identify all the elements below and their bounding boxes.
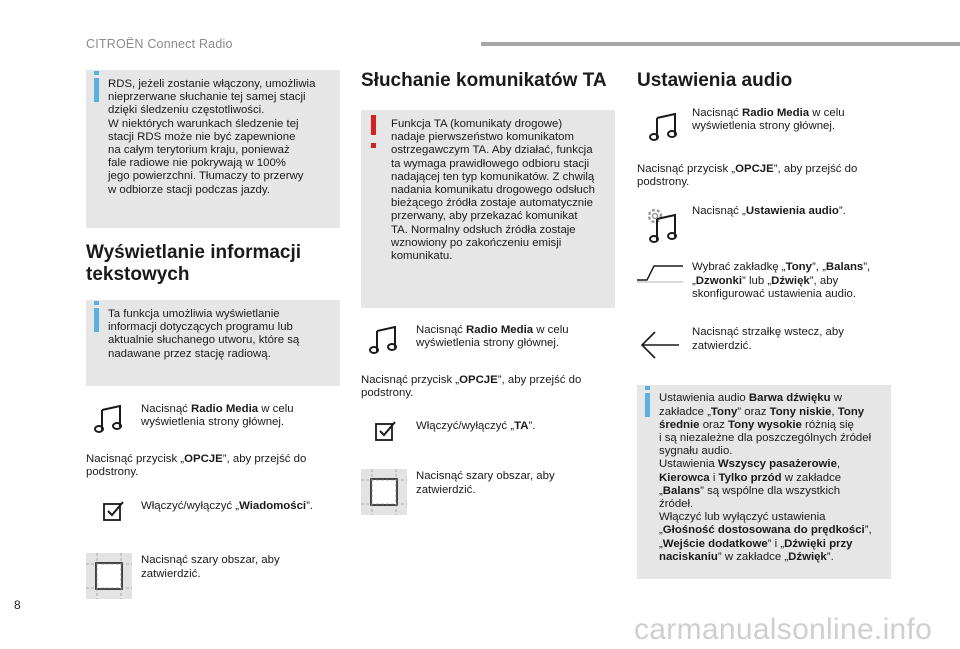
step-radio-media xyxy=(361,324,615,370)
step-text: w celu xyxy=(258,403,294,415)
step-text: Nacisnąć „ xyxy=(692,205,746,218)
info-text: Ustawienia audio xyxy=(659,392,749,405)
step-text: w celu xyxy=(533,324,569,336)
plain-text: Nacisnąć przycisk „ xyxy=(637,163,736,175)
info-text-bold: Barwa dźwięku xyxy=(748,392,831,405)
info-text: ” oraz xyxy=(737,405,770,418)
step-grey-area xyxy=(86,554,340,600)
step-text: zatwierdzić. xyxy=(692,339,752,352)
page-number: 8 xyxy=(14,598,21,612)
music-note-icon xyxy=(94,405,124,437)
info-line: na całym terytorium kraju, ponieważ xyxy=(108,144,290,157)
step-text: wyświetlenia strony głównej. xyxy=(141,416,285,429)
plain-text: Nacisnąć przycisk „ xyxy=(361,374,460,386)
info-text-bold: Tony wysokie xyxy=(728,418,802,431)
info-text: w zakładce xyxy=(781,471,842,484)
info-text-bold: Wszyscy pasażerowie xyxy=(717,458,837,471)
step-text: ”, „ xyxy=(811,261,826,274)
info-text-bold: Tylko przód xyxy=(718,471,782,484)
step-text-bold: Wiadomości xyxy=(239,500,307,513)
step-text: Nacisnąć szary obszar, aby xyxy=(416,470,555,483)
step-text: Włączyć/wyłączyć „ xyxy=(416,420,515,433)
info-text: „ xyxy=(659,484,663,497)
step-text-bold: Radio Media xyxy=(742,107,810,119)
plain-text: podstrony. xyxy=(86,466,139,479)
info-text: ” są wspólne dla wszystkich xyxy=(700,484,841,497)
plain-text-bold: OPCJE xyxy=(459,374,498,386)
step-back-arrow xyxy=(637,326,891,381)
music-note-icon xyxy=(649,113,679,145)
plain-text-bold: OPCJE xyxy=(735,163,774,175)
grey-area-icon xyxy=(361,469,407,519)
audio-info-box xyxy=(637,385,891,579)
plain-text: Nacisnąć przycisk „ xyxy=(86,453,185,465)
tab-icon xyxy=(637,263,683,287)
checkbox-icon xyxy=(103,500,125,526)
step-text: Nacisnąć szary obszar, aby xyxy=(141,554,280,567)
step-select-tab xyxy=(637,261,891,311)
step-text: skonfigurować ustawienia audio. xyxy=(692,287,856,300)
warning-icon xyxy=(371,115,376,135)
info-text-bold: Tony niskie xyxy=(769,405,832,418)
warning-line: bieżącego źródła zostaje automatycznie xyxy=(391,197,593,210)
info-text: ”. xyxy=(826,550,834,563)
step-audio-settings xyxy=(637,205,891,257)
info-text-bold: Tony xyxy=(837,405,865,418)
step-text: wyświetlenia strony głównej. xyxy=(416,337,560,350)
ta-warning-box xyxy=(361,110,615,308)
step-text-bold: Dźwięk xyxy=(771,274,810,287)
info-text-bold: Kierowca xyxy=(659,471,710,484)
info-line: stacji RDS może nie być zapewnione xyxy=(108,130,296,143)
step-text: Wybrać zakładkę „ xyxy=(692,261,786,274)
info-line: w odbiorze stacji podczas jazdy. xyxy=(108,183,270,196)
info-text-bold: średnie xyxy=(659,418,700,431)
step-text-bold: Radio Media xyxy=(191,403,259,415)
info-text: i są niezależne dla poszczególnych źródeł xyxy=(659,432,872,445)
title-line: tekstowych xyxy=(86,264,190,285)
step-toggle-messages xyxy=(86,498,340,544)
info-text: w xyxy=(830,392,842,405)
rds-info-box xyxy=(86,70,340,228)
info-text-bold: Wejście dodatkowe xyxy=(662,537,768,550)
music-note-icon xyxy=(369,326,399,358)
step-text: Włączyć/wyłączyć „ xyxy=(141,500,240,513)
info-text: źródeł. xyxy=(659,498,694,511)
info-text: Włączyć lub wyłączyć ustawienia xyxy=(659,511,826,524)
info-text: ”, xyxy=(864,524,872,537)
title-line: Wyświetlanie informacji xyxy=(86,242,302,263)
settings-music-icon xyxy=(641,205,685,249)
step-text: ”. xyxy=(838,205,846,218)
options-instruction xyxy=(86,453,340,479)
info-line: W niektórych warunkach śledzenie tej xyxy=(108,117,299,130)
info-text-bold: Głośność dostosowana do prędkości xyxy=(662,524,865,537)
info-line: nadawane przez stację radiową. xyxy=(108,347,271,360)
info-line: aktualnie słuchanego utworu, które są xyxy=(108,334,300,347)
info-text: i xyxy=(709,471,719,484)
step-radio-media xyxy=(86,403,340,449)
checkbox-icon xyxy=(375,420,397,446)
info-text-bold: Dźwięki przy xyxy=(784,537,853,550)
step-text: zatwierdzić. xyxy=(416,483,476,496)
text-info-box xyxy=(86,300,340,386)
info-text: „ xyxy=(659,524,663,537)
back-arrow-icon xyxy=(639,330,681,364)
options-instruction xyxy=(637,163,891,189)
step-text: ”. xyxy=(306,500,314,513)
warning-line: Funkcja TA (komunikaty drogowe) xyxy=(391,118,563,130)
warning-line: nadania komunikatu drogowego odsłuch xyxy=(391,184,595,197)
step-text: Nacisnąć strzałkę wstecz, aby xyxy=(692,326,844,339)
step-text: ”, aby xyxy=(809,274,839,287)
info-text: Ustawienia xyxy=(659,458,718,471)
step-text: w celu xyxy=(809,107,845,119)
step-text-bold: Tony xyxy=(785,261,812,274)
step-text: ” lub „ xyxy=(742,274,772,287)
info-icon xyxy=(94,308,99,332)
info-line: informacji dotyczących programu lub xyxy=(108,321,293,334)
column-middle xyxy=(361,70,615,516)
info-text-bold: Tony xyxy=(710,405,738,418)
column-left xyxy=(86,70,340,600)
step-text-bold: TA xyxy=(514,420,529,433)
step-text-bold: Dzwonki xyxy=(695,274,742,287)
plain-text: ”, aby przejść do xyxy=(497,374,582,386)
step-text: Nacisnąć xyxy=(692,107,743,119)
header-rule xyxy=(481,42,960,46)
step-text: zatwierdzić. xyxy=(141,567,201,580)
warning-line: ostrzegawczym TA. Aby działać, funkcja xyxy=(391,144,593,157)
step-text-bold: Balans xyxy=(825,261,864,274)
info-line: dzięki śledzeniu częstotliwości. xyxy=(108,104,265,117)
step-text-bold: Ustawienia audio xyxy=(745,205,839,218)
step-text: ”. xyxy=(528,420,536,433)
warning-line: TA. Normalny odsłuch źródła zostaje xyxy=(391,223,576,236)
info-text: „ xyxy=(659,537,663,550)
warning-line: komunikatu. xyxy=(391,250,453,263)
warning-line: ta wymaga prawidłowego odbioru stacji xyxy=(391,157,590,170)
options-instruction xyxy=(361,374,615,400)
warning-line: nadaje pierwszeństwo komunikatom xyxy=(391,131,574,144)
warning-line: nadającej ten typ komunikatów. Z chwilą xyxy=(391,170,595,183)
info-line: Ta funkcja umożliwia wyświetlanie xyxy=(108,308,280,320)
warning-line: przerwany, aby przekazać komunikat xyxy=(391,210,578,223)
warning-line: wznowiony po zakończeniu emisji xyxy=(391,236,562,249)
step-toggle-ta xyxy=(361,418,615,464)
info-text-bold: Balans xyxy=(662,484,701,497)
step-text: Nacisnąć xyxy=(141,403,192,415)
info-line: RDS, jeżeli zostanie włączony, umożliwia xyxy=(108,78,316,90)
step-grey-area xyxy=(361,470,615,516)
plain-text: ”, aby przejść do xyxy=(222,453,307,465)
info-icon xyxy=(94,78,99,102)
header-title: CITROËN Connect Radio xyxy=(86,37,233,51)
info-line: nieprzerwane słuchanie tej samej stacji xyxy=(108,91,306,104)
info-text-bold: naciskaniu xyxy=(659,550,718,563)
info-text: sygnału audio. xyxy=(659,445,733,458)
plain-text: podstrony. xyxy=(637,176,690,189)
step-radio-media xyxy=(637,107,891,155)
section-title-ta: Słuchanie komunikatów TA xyxy=(361,70,607,91)
step-text: wyświetlenia strony głównej. xyxy=(692,120,836,133)
step-text: Nacisnąć xyxy=(416,324,467,336)
info-line: fale radiowe nie pokrywają w 100% xyxy=(108,157,286,170)
info-text-bold: Dźwięk xyxy=(788,550,827,563)
column-right xyxy=(637,70,891,579)
info-text: różnią się xyxy=(801,418,854,431)
section-title-audio: Ustawienia audio xyxy=(637,70,793,91)
info-line: jego powierzchni. Tłumaczy to przerwy xyxy=(108,170,304,183)
info-text: , xyxy=(836,458,841,471)
info-text: , xyxy=(831,405,838,418)
info-text: ” w zakładce „ xyxy=(717,550,789,563)
step-text: „ xyxy=(692,274,696,287)
plain-text: ”, aby przejść do xyxy=(773,163,858,175)
info-text: ” i „ xyxy=(767,537,785,550)
watermark: carmanualsonline.info xyxy=(634,613,933,646)
step-text: ”, xyxy=(863,261,871,274)
info-text: oraz xyxy=(699,418,729,431)
step-text-bold: Radio Media xyxy=(466,324,534,336)
plain-text: podstrony. xyxy=(361,387,414,400)
plain-text-bold: OPCJE xyxy=(184,453,223,465)
grey-area-icon xyxy=(86,553,132,603)
info-icon xyxy=(645,393,650,417)
info-text: zakładce „ xyxy=(659,405,711,418)
section-title-text-info xyxy=(86,242,340,286)
